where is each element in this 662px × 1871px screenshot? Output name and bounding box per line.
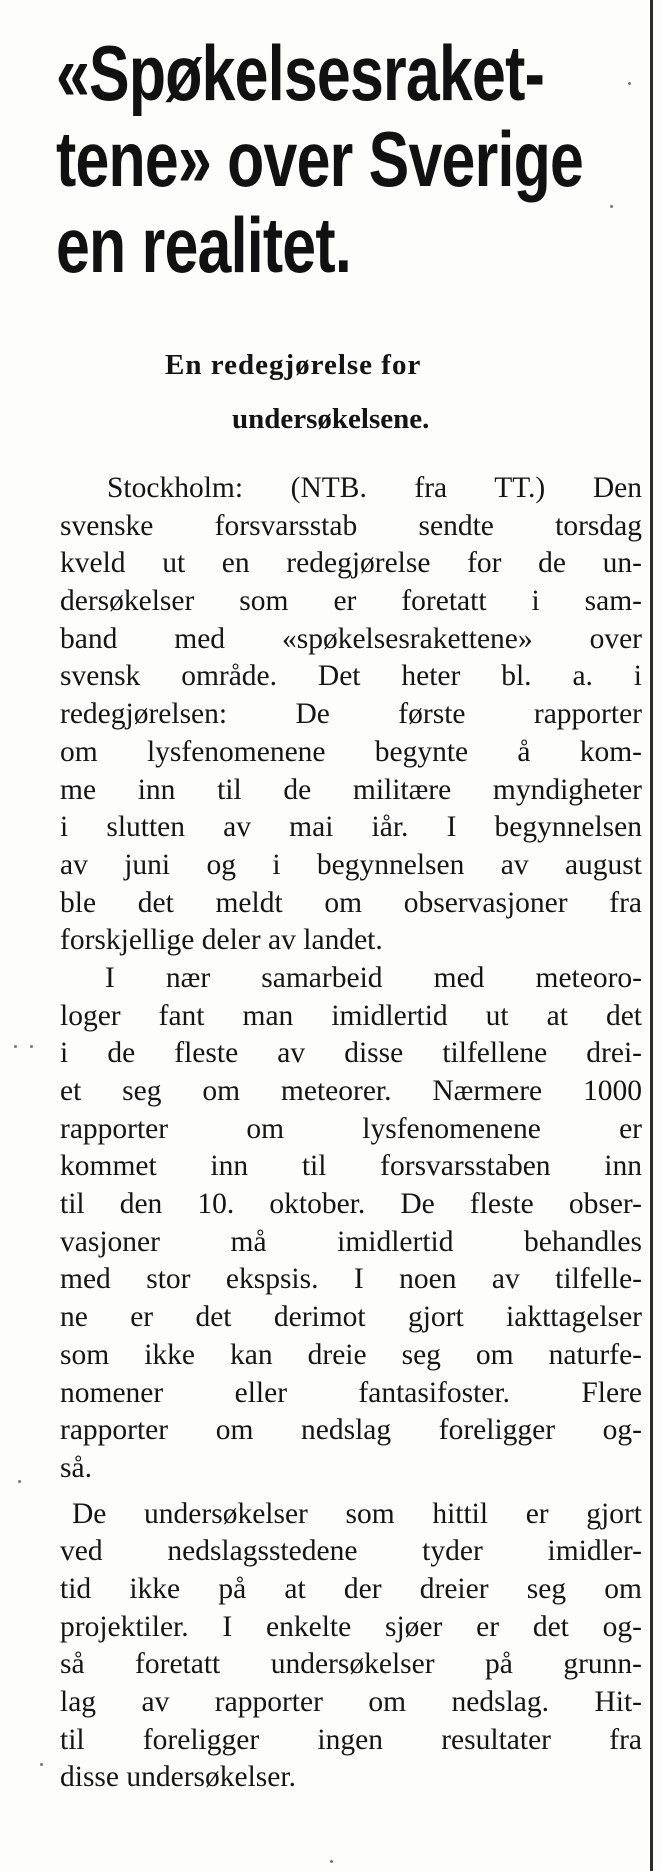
subheadline-line: undersøkelsene. [232,403,430,435]
text-line: kommet inn til forsvarsstaben inn [60,1150,642,1183]
text-line: loger fant man imidlertid ut at det [60,999,642,1032]
text-line: tid ikke på at der dreier seg om [60,1572,642,1605]
print-speck [30,1045,33,1048]
text-line: vasjoner må imidlertid behandles [60,1225,642,1258]
print-speck [628,82,631,85]
text-line: me inn til de militære myndigheter [60,773,642,806]
text-line: dersøkelser som er foretatt i sam- [60,585,642,618]
column-rule [650,0,653,1871]
text-line: rapporter om nedslag foreligger og- [60,1414,642,1447]
text-line: svensk område. Det heter bl. a. i [60,660,642,693]
text-line: forskjellige deler av landet. [60,924,383,957]
article-body [60,470,642,1797]
print-speck [610,205,613,208]
headline-line: «Spøkelsesraket- [56,29,545,117]
subheadline-line: En redegjørelse for [165,349,422,381]
paragraph-1 [60,470,642,960]
text-line: ved nedslagsstedene tyder imidler- [60,1535,642,1568]
text-line: til den 10. oktober. De fleste obser- [60,1188,642,1221]
headline [56,30,649,288]
headline-line: en realitet. [56,201,351,289]
text-line: av juni og i begynnelsen av august [60,848,642,881]
text-line: svenske forsvarsstab sendte torsdag [60,509,642,542]
print-speck [40,1763,43,1766]
text-line: så. [60,1451,92,1484]
text-line: et seg om meteorer. Nærmere 1000 [60,1075,642,1107]
text-line: i slutten av mai iår. I begynnelsen [60,811,642,844]
text-line: med stor ekspsis. I noen av tilfelle- [60,1263,642,1296]
text-line: som ikke kan dreie seg om naturfe- [60,1338,642,1371]
print-speck [18,1480,21,1483]
text-line: redegjørelsen: De første rapporter [60,698,642,731]
text-line: De undersøkelser som hittil er gjort [72,1497,642,1530]
text-line: så foretatt undersøkelser på grunn- [60,1648,642,1681]
headline-line: tene» over Sverige [56,115,584,203]
text-line: band med «spøkelsesrakettene» over [60,622,642,655]
print-speck [14,1045,17,1048]
text-line: Stockholm: (NTB. fra TT.) Den [107,472,642,504]
text-line: ble det meldt om observasjoner fra [60,886,642,919]
subheadline [165,338,429,446]
paragraph-3 [60,1496,642,1798]
text-line: kveld ut en redegjørelse for de un- [60,547,642,580]
text-line: lag av rapporter om nedslag. Hit- [60,1686,642,1718]
text-line: om lysfenomenene begynte å kom- [60,735,642,768]
text-line: disse undersøkelser. [60,1761,296,1794]
text-line: i de fleste av disse tilfellene drei- [60,1037,642,1070]
text-line: ne er det derimot gjort iakttagelser [60,1301,642,1334]
text-line: projektiler. I enkelte sjøer er det og- [60,1610,642,1643]
text-line: I nær samarbeid med meteoro- [105,961,642,994]
paragraph-2 [60,960,642,1488]
text-line: rapporter om lysfenomenene er [60,1112,642,1145]
print-speck [330,1860,333,1863]
text-line: nomener eller fantasifoster. Flere [60,1376,642,1409]
text-line: til foreligger ingen resultater fra [60,1723,642,1756]
